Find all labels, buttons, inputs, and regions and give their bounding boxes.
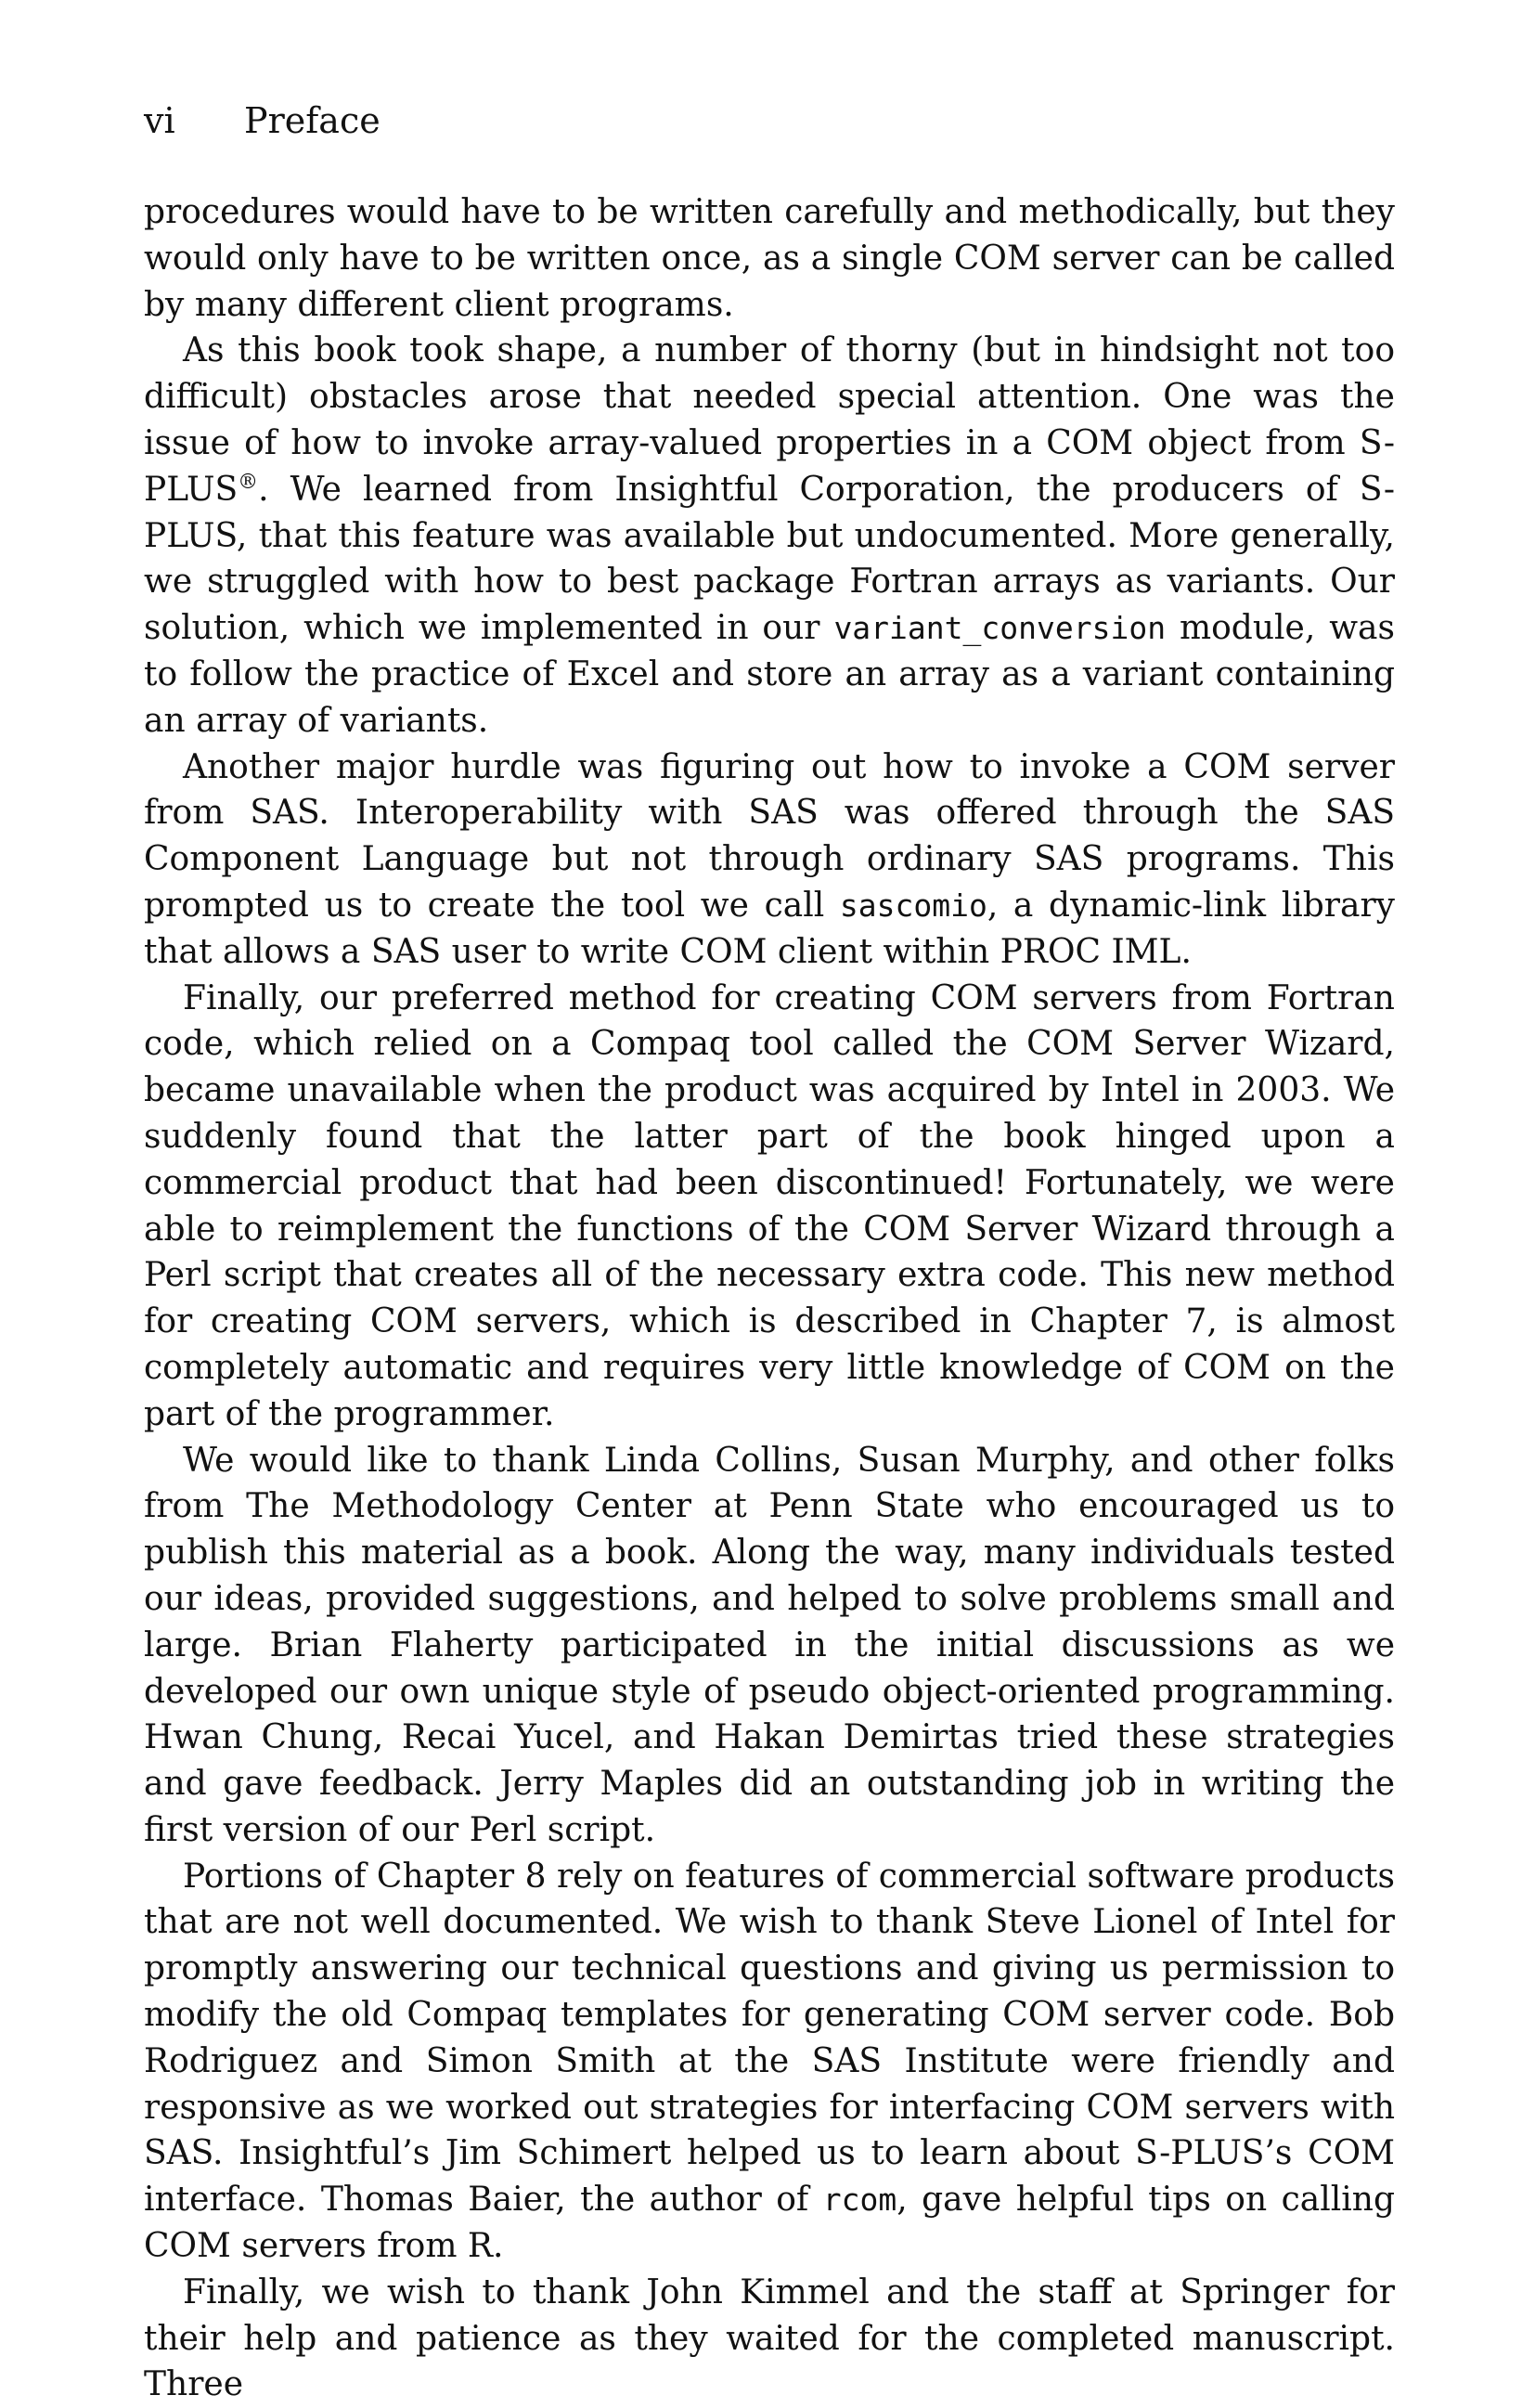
code-sascomio: sascomio <box>839 887 987 924</box>
paragraph-5 <box>144 1438 1395 1854</box>
paragraph-text: Finally, we wish to thank John Kimmel and the staff at Springer for their help and patience as they waited for the completed manuscript. Three <box>144 2272 1395 2404</box>
running-head <box>144 100 1395 141</box>
paragraph-text: , gave helpful tips on calling COM servers from R. <box>144 2181 1395 2266</box>
paragraph-6 <box>144 1854 1395 2270</box>
section-title: Preface <box>244 100 381 141</box>
paragraph-3 <box>144 744 1395 976</box>
paragraph-text: module, was to follow the practice of Excel and store an array as a variant containing an array of variants. <box>144 609 1395 740</box>
paragraph-text: . We learned from Insightful Corporation, the producers of S-PLUS, that this feature was available but undocumented. More generally, we struggled with how to best package Fortran arrays as variants. Our solution, which we implemented in our <box>144 470 1395 648</box>
paragraph-text: Portions of Chapter 8 rely on features of commercial software products that are not well documented. We wish to thank Steve Lionel of Intel for promptly answering our technical questions and giving us permission to modify the old Compaq templates for generating COM server code. Bob Rodriguez and Simon Smith at the SAS Institute were friendly and responsive as we worked out strategies for interfacing COM servers with SAS. Insightful’s Jim Schimert helped us to learn about S-PLUS’s COM interface. Thomas Baier, the author of <box>144 1857 1395 2220</box>
paragraph-1 <box>144 189 1395 328</box>
paragraph-text: , a dynamic-link library that allows a SAS user to write COM client within PROC IML. <box>144 886 1395 971</box>
paragraph-text: We would like to thank Linda Collins, Susan Murphy, and other folks from The Methodology Center at Penn State who encouraged us to publish this material as a book. Along the way, many individuals tested our ideas, provided suggestions, and helped to solve problems small and large. Brian Flaherty participated in the initial discussions as we developed our own unique style of pseudo object-oriented programming. Hwan Chung, Recai Yucel, and Hakan Demirtas tried these strategies and gave feedback. Jerry Maples did an outstanding job in writing the first version of our Perl script. <box>144 1441 1395 1849</box>
paragraph-7 <box>144 2270 1395 2408</box>
preface-body <box>144 189 1395 2408</box>
paragraph-text: Another major hurdle was figuring out how to invoke a COM server from SAS. Interoperability with SAS was offered through the SAS Component Language but not through ordinary SAS programs. This prompted us to create the tool we call <box>144 747 1395 925</box>
paragraph-text: procedures would have to be written carefully and methodically, but they would only have to be written once, as a single COM server can be called by many different client programs. <box>144 193 1395 324</box>
paragraph-text: Finally, our preferred method for creating COM servers from Fortran code, which relied on a Compaq tool called the COM Server Wizard, became unavailable when the product was acquired by Intel in 2003. We suddenly found that the latter part of the book hinged upon a commercial product that had been discontinued! Fortunately, we were able to reimplement the functions of the COM Server Wizard through a Perl script that creates all of the necessary extra code. This new method for creating COM servers, which is described in Chapter 7, is almost completely automatic and requires very little knowledge of COM on the part of the programmer. <box>144 978 1395 1433</box>
registered-mark: ® <box>238 470 259 494</box>
page-number: vi <box>144 100 175 141</box>
code-variant-conversion: variant_conversion <box>833 610 1167 647</box>
paragraph-text: As this book took shape, a number of thorny (but in hindsight not too difficult) obstacles arose that needed special attention. One was the issue of how to invoke array-valued properties in a COM object from S-PLUS <box>144 331 1395 509</box>
code-rcom: rcom <box>822 2181 897 2219</box>
paragraph-4 <box>144 976 1395 1438</box>
book-page <box>144 100 1395 2408</box>
paragraph-2 <box>144 328 1395 744</box>
